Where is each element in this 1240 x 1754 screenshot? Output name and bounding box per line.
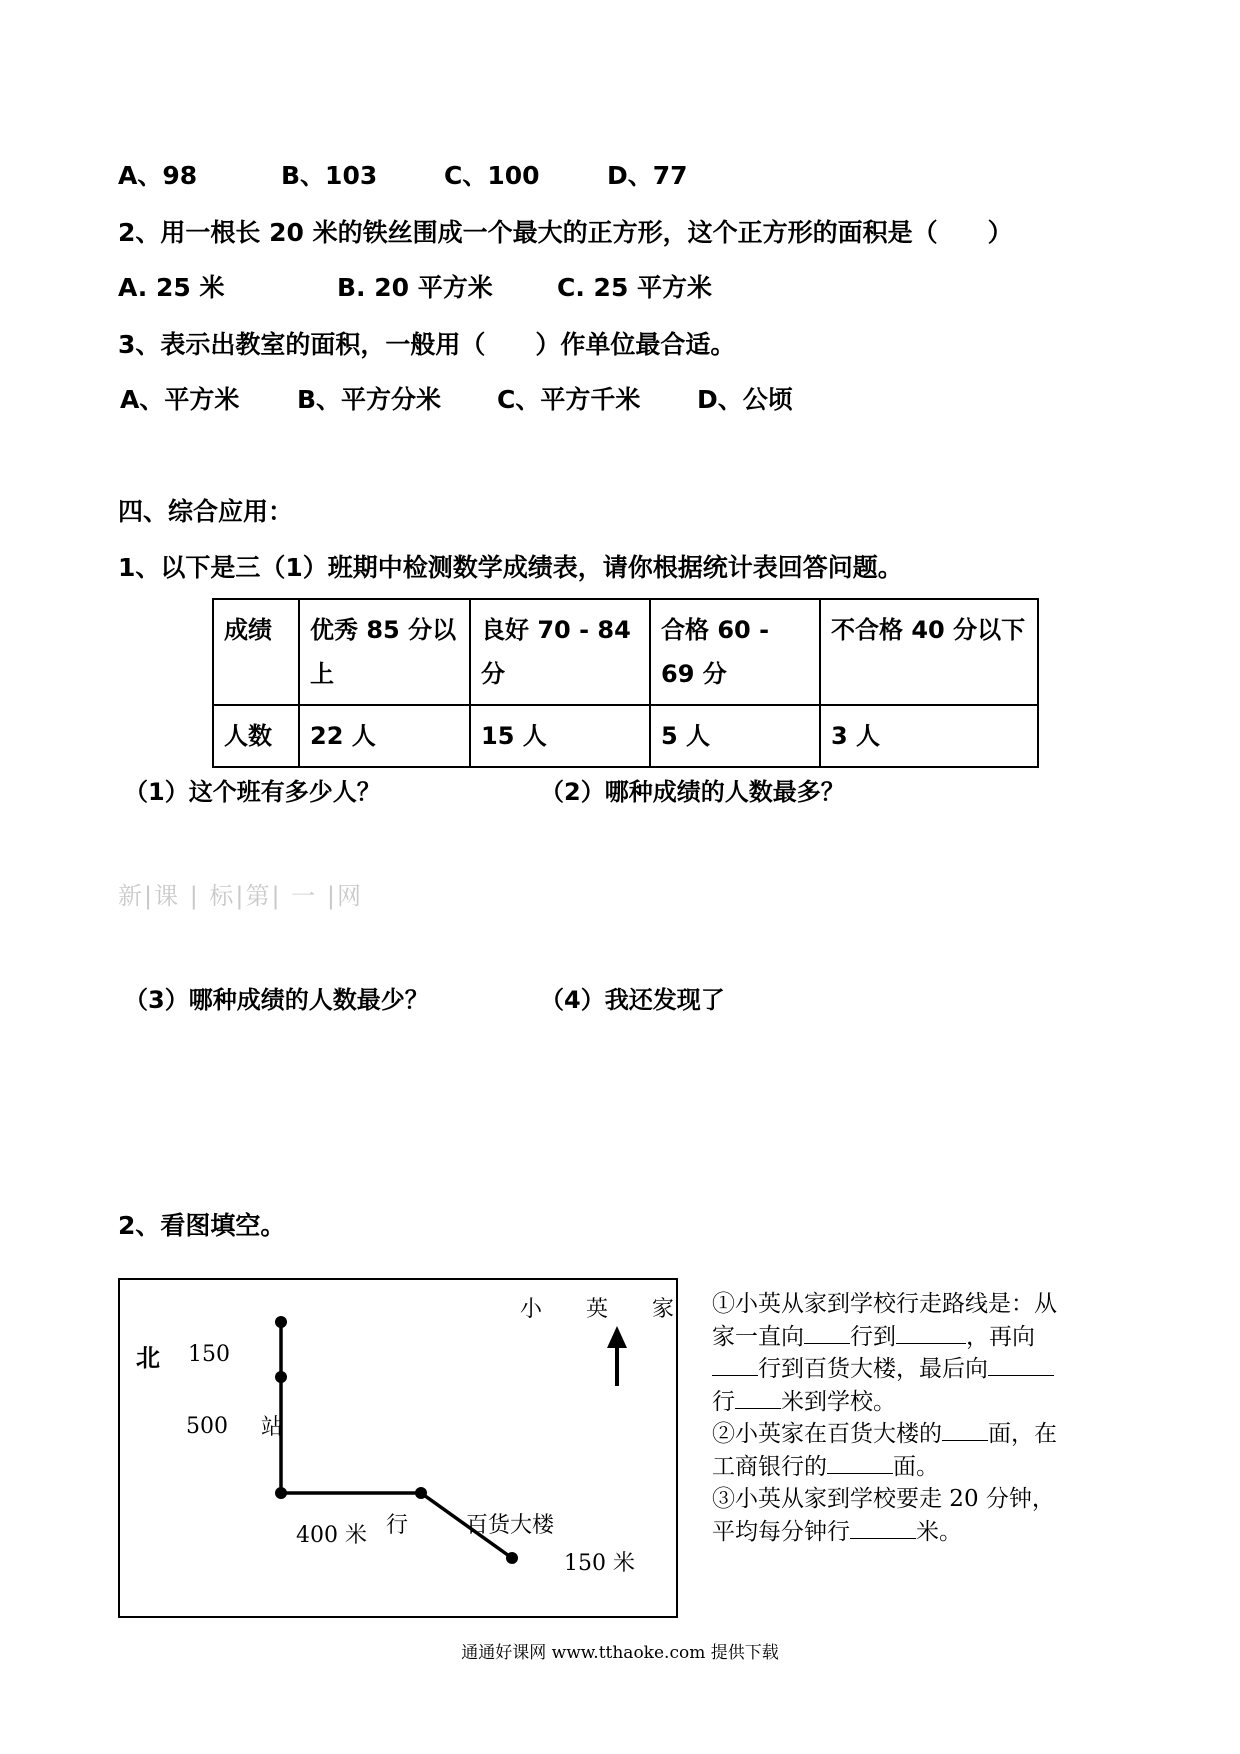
map-q2-text: ②小英家在百货大楼的: [712, 1421, 942, 1447]
map-distance-150-bottom: 150 米: [564, 1551, 635, 1576]
answer-blank[interactable]: [804, 1321, 850, 1344]
route-map: [118, 1278, 678, 1618]
map-q1-text: ，再向: [966, 1323, 1035, 1350]
map-store-label: 百货大楼: [466, 1513, 555, 1538]
answer-blank[interactable]: [896, 1321, 966, 1344]
q1-option-c: C、100: [444, 161, 540, 190]
table-cell: 15 人: [470, 705, 650, 767]
q1-option-b: B、103: [281, 161, 378, 190]
section-title: 四、综合应用：: [118, 497, 294, 526]
table-cell: 成绩: [213, 599, 299, 705]
map-q3-text: ③小英从家到学校要走 20 分钟，平均每分钟行: [712, 1486, 1055, 1545]
map-station-label: 站: [261, 1415, 284, 1440]
route-node-bus: [275, 1371, 287, 1383]
route-node-school: [506, 1552, 518, 1564]
answer-blank[interactable]: [942, 1418, 988, 1441]
answer-blank[interactable]: [988, 1353, 1054, 1376]
map-q2-text: 面，在工商银行的: [712, 1421, 1057, 1480]
table-row: [213, 599, 1038, 705]
map-q1-text: 行到: [850, 1323, 896, 1350]
q2-stem: 2、用一根长 20 米的铁丝围成一个最大的正方形，这个正方形的面积是（ ）: [118, 218, 1013, 247]
map-home-label: 小 英 家: [520, 1297, 675, 1322]
q3-option-d: D、公顷: [697, 385, 793, 414]
q2-option-a: A. 25 米: [118, 273, 225, 302]
q3-option-b: B、平方分米: [297, 385, 442, 414]
map-q2-text: 面。: [893, 1453, 939, 1480]
q2-option-b: B. 20 平方米: [337, 273, 493, 302]
map-q1-text: 米到学校。: [781, 1388, 896, 1415]
map-q1-text: ①小英从家到学校行走路线是：从家一直向: [712, 1291, 1057, 1350]
map-bank-label: 行: [386, 1513, 409, 1538]
watermark-text: 新|课 | 标|第| 一 |网: [118, 882, 363, 910]
table-cell: 人数: [213, 705, 299, 767]
table-cell: 5 人: [650, 705, 820, 767]
map-questions: [712, 1288, 1072, 1548]
north-arrow-icon: [607, 1326, 627, 1386]
problem-2-title: 2、看图填空。: [118, 1211, 286, 1240]
route-node-corner: [275, 1487, 287, 1499]
q3-option-a: A、平方米: [120, 385, 240, 414]
route-node-bank: [415, 1487, 427, 1499]
problem-1-title: 1、以下是三（1）班期中检测数学成绩表，请你根据统计表回答问题。: [118, 553, 903, 582]
q1-option-d: D、77: [607, 161, 688, 190]
sub-question-4: （4）我还发现了: [540, 986, 725, 1014]
table-cell: 3 人: [820, 705, 1038, 767]
map-distance-400: 400 米: [296, 1523, 367, 1548]
table-cell: 良好 70 - 84 分: [470, 599, 650, 705]
q2-option-c: C. 25 平方米: [557, 273, 713, 302]
sub-question-2: （2）哪种成绩的人数最多？: [540, 778, 845, 806]
map-distance-500: 500: [186, 1414, 228, 1439]
answer-blank[interactable]: [850, 1516, 916, 1539]
page-footer: 通通好课网 www.tthaoke.com 提供下载: [461, 1643, 779, 1663]
map-north-label: 北: [136, 1344, 160, 1372]
map-q3-text: 米。: [916, 1518, 962, 1545]
table-cell: 22 人: [299, 705, 470, 767]
sub-question-1: （1）这个班有多少人？: [124, 778, 381, 806]
sub-question-3: （3）哪种成绩的人数最少？: [124, 986, 429, 1014]
q3-stem: 3、表示出教室的面积，一般用（ ）作单位最合适。: [118, 330, 736, 359]
answer-blank[interactable]: [735, 1386, 781, 1409]
q1-option-a: A、98: [118, 161, 198, 190]
q3-option-c: C、平方千米: [497, 385, 641, 414]
table-cell: 合格 60 - 69 分: [650, 599, 820, 705]
table-cell: 不合格 40 分以下: [820, 599, 1038, 705]
map-distance-150-top: 150: [188, 1342, 230, 1367]
map-q1-text: 行: [712, 1388, 735, 1415]
answer-blank[interactable]: [712, 1353, 758, 1376]
table-row: [213, 705, 1038, 767]
route-node-home: [275, 1316, 287, 1328]
table-cell: 优秀 85 分以上: [299, 599, 470, 705]
map-q1-text: 行到百货大楼，最后向: [758, 1356, 988, 1382]
score-table: [212, 598, 1039, 768]
answer-blank[interactable]: [827, 1451, 893, 1474]
